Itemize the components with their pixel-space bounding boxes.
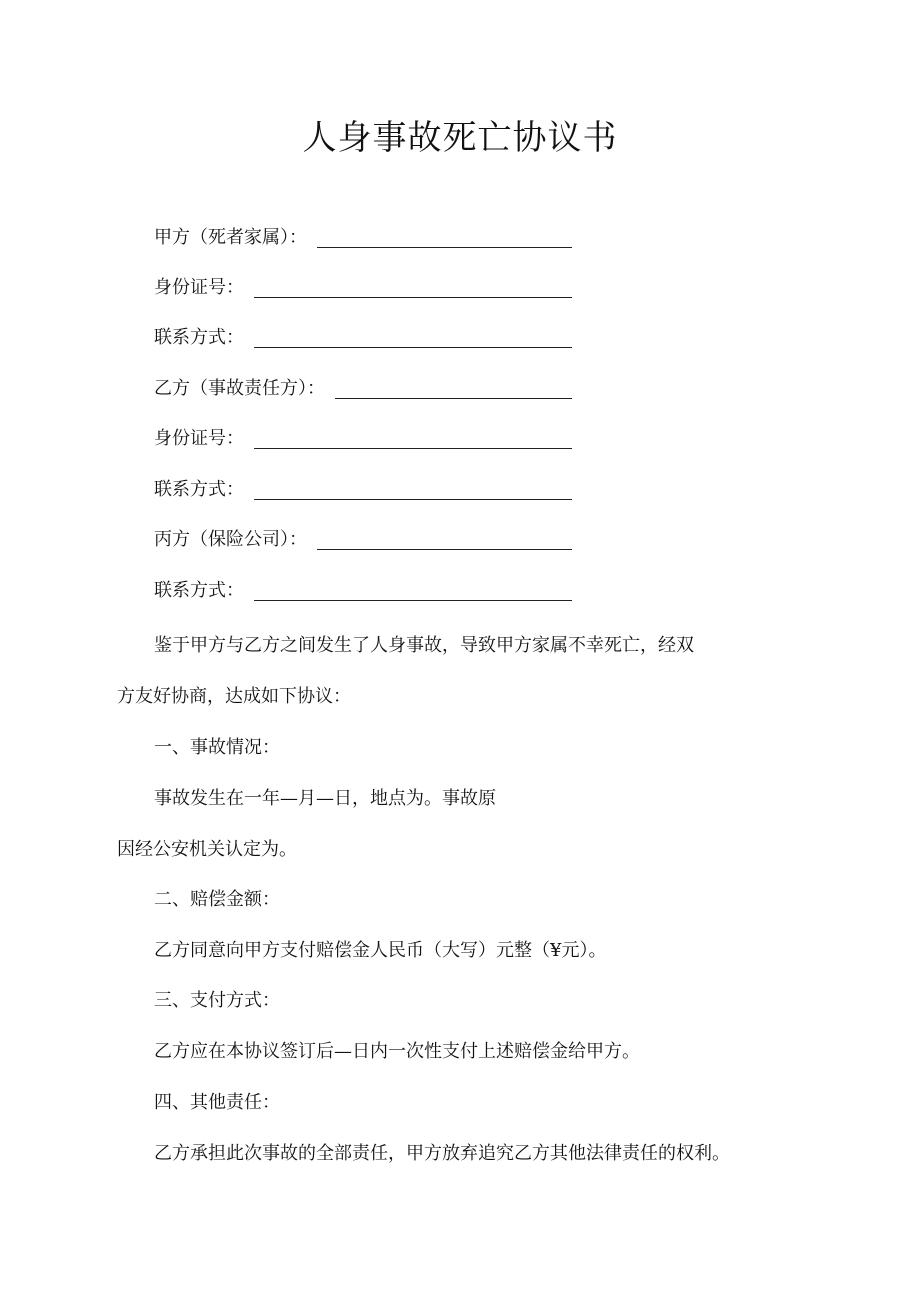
intro-line-2: 方友好协商，达成如下协议：	[117, 686, 351, 707]
party-c-field	[154, 524, 572, 554]
party-b-field	[154, 373, 572, 403]
section-3-text: 乙方应在本协议签订后—日内一次性支付上述赔偿金给甲方。	[154, 1041, 640, 1062]
section-4-text: 乙方承担此次事故的全部责任，甲方放弃追究乙方其他法律责任的权利。	[154, 1143, 730, 1164]
party-c-contact-blank[interactable]	[254, 578, 572, 601]
party-c-contact-label: 联系方式：	[154, 580, 244, 601]
party-b-contact-blank[interactable]	[254, 477, 572, 500]
party-a-field	[154, 222, 572, 252]
section-4-heading: 四、其他责任：	[154, 1092, 280, 1113]
section-3-heading: 三、支付方式：	[154, 990, 280, 1011]
document-title: 人身事故死亡协议书	[302, 118, 618, 158]
party-a-blank[interactable]	[317, 225, 572, 248]
party-a-contact-field	[154, 322, 572, 352]
party-a-id-label: 身份证号：	[154, 277, 244, 298]
party-a-id-blank[interactable]	[254, 275, 572, 298]
party-b-id-field	[154, 423, 572, 453]
party-a-label: 甲方（死者家属）：	[154, 227, 307, 248]
party-b-label: 乙方（事故责任方）：	[154, 378, 325, 399]
party-b-contact-label: 联系方式：	[154, 479, 244, 500]
party-a-id-field	[154, 272, 572, 302]
party-c-blank[interactable]	[317, 527, 572, 550]
party-a-contact-label: 联系方式：	[154, 327, 244, 348]
party-b-id-blank[interactable]	[254, 426, 572, 449]
party-b-blank[interactable]	[335, 376, 572, 399]
section-2-text: 乙方同意向甲方支付赔偿金人民币（大写）元整（¥元）。	[154, 940, 607, 961]
party-b-contact-field	[154, 474, 572, 504]
section-1-line-2: 因经公安机关认定为。	[117, 839, 297, 860]
intro-line-1: 鉴于甲方与乙方之间发生了人身事故，导致甲方家属不幸死亡，经双	[154, 635, 694, 656]
section-1-heading: 一、事故情况：	[154, 737, 280, 758]
party-c-label: 丙方（保险公司）：	[154, 529, 307, 550]
party-b-id-label: 身份证号：	[154, 428, 244, 449]
section-1-line-1: 事故发生在一年—月—日，地点为。事故原	[154, 788, 496, 809]
party-a-contact-blank[interactable]	[254, 325, 572, 348]
party-c-contact-field	[154, 575, 572, 605]
section-2-heading: 二、赔偿金额：	[154, 889, 280, 910]
